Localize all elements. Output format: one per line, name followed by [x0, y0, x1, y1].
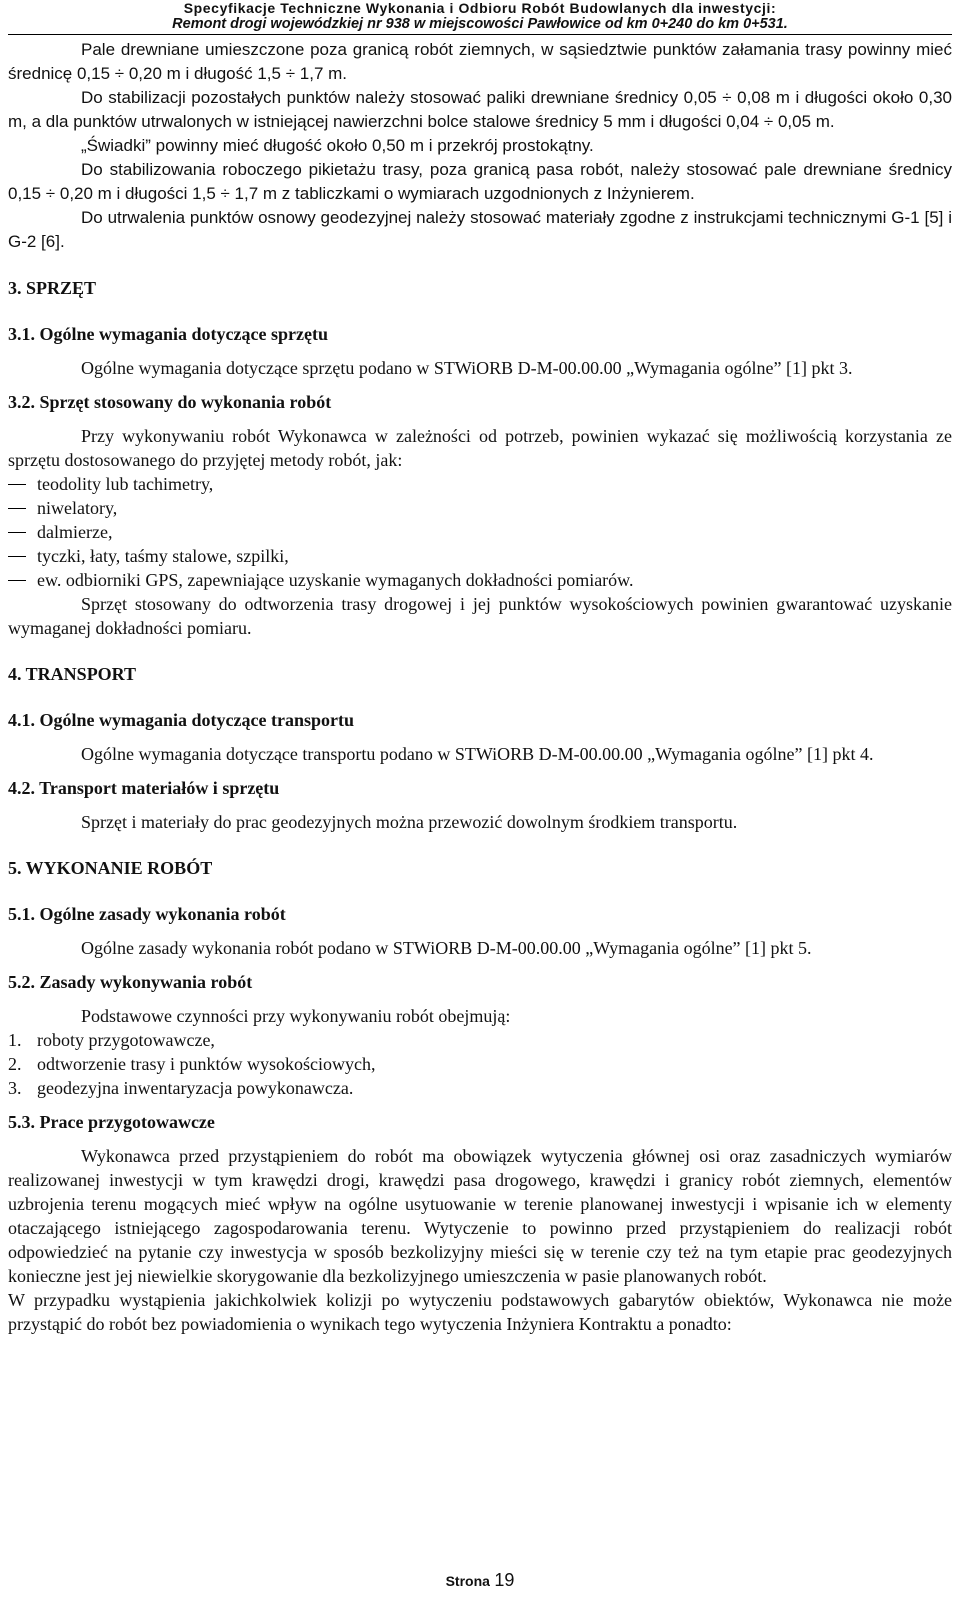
list-item: 1. roboty przygotowawcze, [8, 1030, 215, 1050]
list-item: 2. odtworzenie trasy i punktów wysokościowych, [8, 1054, 376, 1074]
document-body [8, 38, 952, 1336]
paragraph-equipment-intro: Przy wykonywaniu robót Wykonawca w zależności od potrzeb, powinien wykazać się możliwością korzystania ze sprzętu dostosowanego do przyjętej metody robót, jak: [8, 426, 952, 470]
heading-section-5-3: 5.3. Prace przygotowawcze [8, 1112, 215, 1132]
heading-section-4: 4. TRANSPORT [8, 664, 137, 684]
heading-section-3-1: 3.1. Ogólne wymagania dotyczące sprzętu [8, 324, 328, 344]
equipment-list [8, 472, 952, 592]
heading-section-4-2: 4.2. Transport materiałów i sprzętu [8, 778, 280, 798]
list-item: dalmierze, [37, 522, 113, 542]
heading-section-3: 3. SPRZĘT [8, 278, 97, 298]
list-item: tyczki, łaty, taśmy stalowe, szpilki, [37, 546, 289, 566]
heading-section-5: 5. WYKONANIE ROBÓT [8, 858, 213, 878]
page-footer [0, 1570, 960, 1591]
paragraph-control-points: Do utrwalenia punktów osnowy geodezyjnej należy stosować materiały zgodne z instrukcjami technicznymi G-1 [5] i G-2 [6]. [8, 208, 952, 251]
list-item: teodolity lub tachimetry, [37, 474, 214, 494]
header-title: Specyfikacje Techniczne Wykonania i Odbioru Robót Budowlanych dla inwestycji: [183, 0, 777, 16]
list-item: 3. geodezyjna inwentaryzacja powykonawcza. [8, 1078, 354, 1098]
heading-section-5-2: 5.2. Zasady wykonywania robót [8, 972, 253, 992]
heading-section-4-1: 4.1. Ogólne wymagania dotyczące transportu [8, 710, 354, 730]
header-subtitle: Remont drogi wojewódzkiej nr 938 w miejscowości Pawłowice od km 0+240 do km 0+531. [172, 16, 788, 32]
paragraph-transport-materials: Sprzęt i materiały do prac geodezyjnych można przewozić dowolnym środkiem transportu. [81, 812, 738, 832]
works-list [8, 1028, 952, 1100]
paragraph-preparatory-works: Wykonawca przed przystąpieniem do robót ma obowiązek wytyczenia głównej osi oraz zasadniczych wymiarów realizowanej inwestycji w tym krawędzi drogi, krawędzi pasa drogowego, krawędzi i granicy robót ziemnych, elementów uzbrojenia terenu mogących mieć wpływ na ogólne usytuowanie w terenie planowanej inwestycji i wpisanie ich w elementy otaczającego istniejącego zagospodarowania terenu. Wytyczenie to powinno przed przystąpieniem do realizacji robót odpowiedzieć na pytanie czy inwestycja w sposób bezkolizyjny mieści się w terenie czy też na tym etapie prac geodezyjnych konieczne jest jej niewielkie skorygowanie dla bezkolizyjnego umieszczenia w pasie planowanych robót. [8, 1146, 952, 1286]
list-item: ew. odbiorniki GPS, zapewniające uzyskanie wymaganych dokładności pomiarów. [37, 570, 634, 590]
paragraph-wooden-piles: Pale drewniane umieszczone poza granicą robót ziemnych, w sąsiedztwie punktów załamania trasy powinny mieć średnicę 0,15 ÷ 0,20 m i długość 1,5 ÷ 1,7 m. [8, 40, 952, 83]
heading-section-3-2: 3.2. Sprzęt stosowany do wykonania robót [8, 392, 332, 412]
page-number: 19 [494, 1570, 515, 1590]
paragraph-works-intro: Podstawowe czynności przy wykonywaniu robót obejmują: [81, 1006, 511, 1026]
paragraph-stabilization: Do stabilizacji pozostałych punktów należy stosować paliki drewniane średnicy 0,05 ÷ 0,08 m i długości około 0,30 m, a dla punktów utrwalonych w istniejącej nawierzchni bolce stalowe średnicy 5 mm i długości 0,04 ÷ 0,05 m. [8, 88, 952, 131]
paragraph-works-general: Ogólne zasady wykonania robót podano w STWiORB D-M-00.00.00 „Wymagania ogólne” [1] pkt 5. [81, 938, 812, 958]
paragraph-witnesses: „Świadki” powinny mieć długość około 0,50 m i przekrój prostokątny. [81, 136, 594, 155]
list-item: niwelatory, [37, 498, 118, 518]
paragraph-equipment-general: Ogólne wymagania dotyczące sprzętu podano w STWiORB D-M-00.00.00 „Wymagania ogólne” [1] pkt 3. [81, 358, 853, 378]
header-divider [8, 34, 952, 35]
paragraph-equipment-outro: Sprzęt stosowany do odtworzenia trasy drogowej i jej punktów wysokościowych powinien gwarantować uzyskanie wymaganej dokładności pomiaru. [8, 594, 952, 638]
paragraph-working-chainage: Do stabilizowania roboczego pikietażu trasy, poza granicą pasa robót, należy stosować pale drewniane średnicy 0,15 ÷ 0,20 m i długości 1,5 ÷ 1,7 m z tabliczkami o wymiarach uzgodnionych z Inżynierem. [8, 160, 952, 203]
paragraph-collisions: W przypadku wystąpienia jakichkolwiek kolizji po wytyczeniu podstawowych gabarytów obiektów, Wykonawca nie może przystąpić do robót bez powiadomienia o wynikach tego wytyczenia Inżyniera Kontraktu a ponadto: [8, 1290, 952, 1334]
heading-section-5-1: 5.1. Ogólne zasady wykonania robót [8, 904, 286, 924]
paragraph-transport-general: Ogólne wymagania dotyczące transportu podano w STWiORB D-M-00.00.00 „Wymagania ogólne” [1] pkt 4. [81, 744, 874, 764]
page-label: Strona [445, 1573, 490, 1589]
